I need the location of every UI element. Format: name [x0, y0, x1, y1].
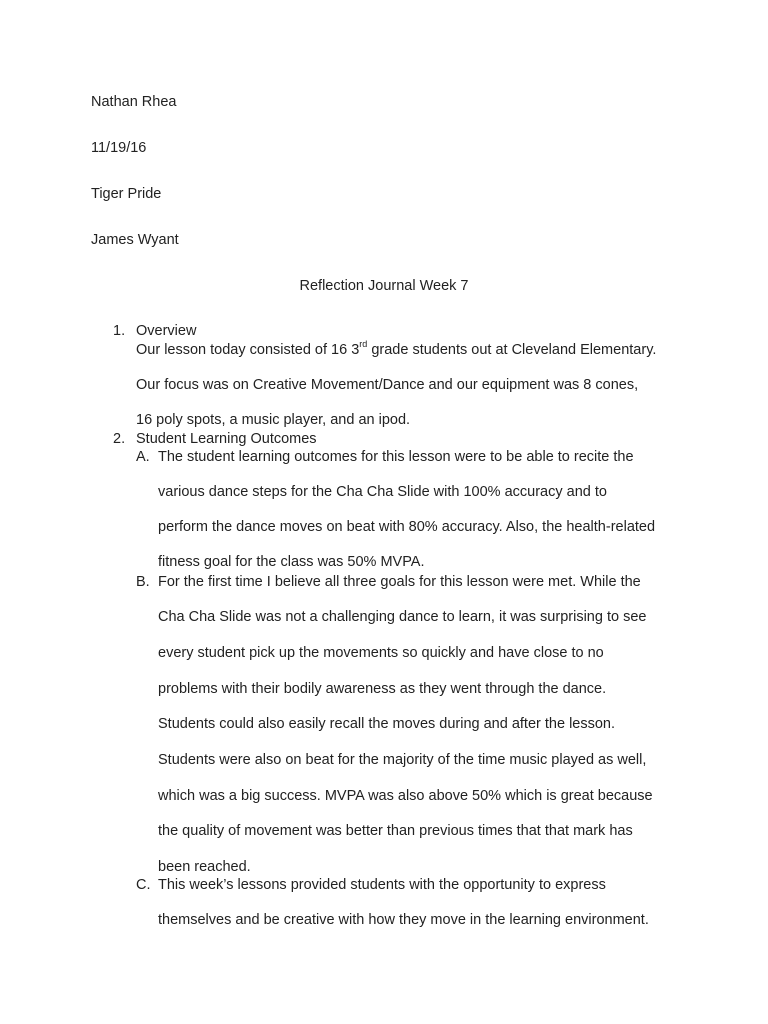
paragraph-line: For the first time I believe all three goals for this lesson were met. While the: [158, 574, 641, 590]
paragraph-line: been reached.: [158, 859, 251, 875]
item-marker: B.: [136, 574, 150, 590]
instructor-name: James Wyant: [91, 232, 179, 248]
document-date: 11/19/16: [91, 140, 147, 156]
paragraph-line: perform the dance moves on beat with 80% accuracy. Also, the health-related: [158, 519, 656, 535]
document-title: Reflection Journal Week 7: [299, 278, 469, 294]
paragraph-line: various dance steps for the Cha Cha Slide with 100% accuracy and to: [158, 484, 607, 500]
paragraph-line: Students were also on beat for the majority of the time music played as well,: [158, 752, 647, 768]
item-marker: C.: [136, 877, 151, 893]
paragraph-line: fitness goal for the class was 50% MVPA.: [158, 554, 425, 570]
paragraph-line: Students could also easily recall the moves during and after the lesson.: [158, 716, 616, 732]
author-name: Nathan Rhea: [91, 94, 177, 110]
section-heading: Student Learning Outcomes: [136, 431, 317, 447]
paragraph-line: Cha Cha Slide was not a challenging dance to learn, it was surprising to see: [158, 609, 647, 625]
paragraph-line: the quality of movement was better than previous times that that mark has: [158, 823, 633, 839]
paragraph-line: The student learning outcomes for this lesson were to be able to recite the: [158, 449, 634, 465]
paragraph-line: which was a big success. MVPA was also above 50% which is great because: [158, 788, 653, 804]
paragraph-line: every student pick up the movements so quickly and have close to no: [158, 645, 604, 661]
section-heading: Overview: [136, 323, 197, 339]
section-number: 1.: [113, 323, 126, 339]
course-name: Tiger Pride: [91, 186, 162, 202]
paragraph-line: Our lesson today consisted of 16 3rd grade students out at Cleveland Elementary.: [136, 339, 657, 358]
item-marker: A.: [136, 449, 150, 465]
paragraph-line: Our focus was on Creative Movement/Dance and our equipment was 8 cones,: [136, 377, 639, 393]
paragraph-line: themselves and be creative with how they move in the learning environment.: [158, 912, 649, 928]
paragraph-line: This week’s lessons provided students with the opportunity to express: [158, 877, 606, 893]
paragraph-line: problems with their bodily awareness as they went through the dance.: [158, 681, 607, 697]
section-number: 2.: [113, 431, 126, 447]
paragraph-line: 16 poly spots, a music player, and an ipod.: [136, 412, 411, 428]
